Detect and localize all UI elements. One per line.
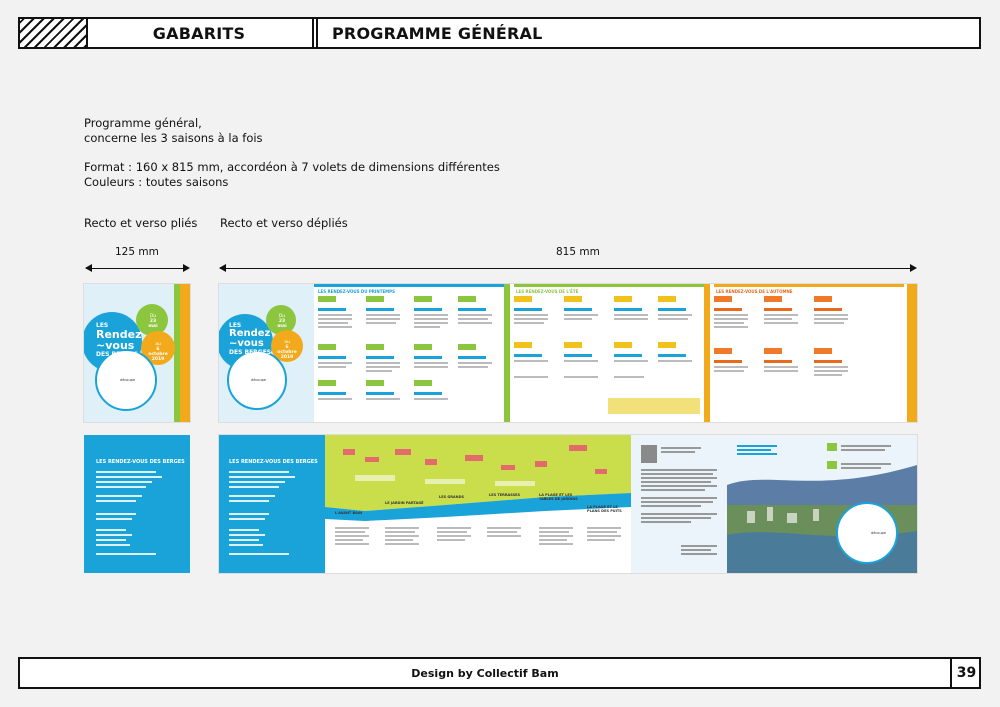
map-label: LA PLAGE ET LES TABLES DE JARDINS [539,493,578,501]
hatch-pattern [20,19,88,47]
folded-verso [84,435,190,573]
spring-heading: LES RENDEZ-VOUS DU PRINTEMPS [318,289,395,294]
header-left-section [86,19,314,47]
cover-date-end: au 6 octobre 2019 [148,342,168,362]
description-line: Format : 160 x 815 mm, accordéon à 7 volets de dimensions différentes [84,160,500,174]
autumn-heading: LES RENDEZ-VOUS DE L'AUTOMNE [716,289,793,294]
spring-section [314,284,504,422]
summer-section [504,284,704,422]
dimension-arrow-folded [86,268,188,269]
folded-recto-cover [84,284,190,422]
map-label: LES TERRASSES [489,493,521,497]
page-number: 39 [950,659,981,687]
map-label: L'AVANT BAIN [335,511,363,515]
header-left-title: GABARITS [152,23,246,43]
cover-date-start: Du 23 mai [148,314,158,329]
autumn-events [714,296,904,418]
dimension-arrow-unfolded [220,268,914,269]
landscape-photo [727,435,917,573]
spring-events [318,296,500,418]
description-line: concerne les 3 saisons à la fois [84,131,263,145]
verso-title: LES RENDEZ-VOUS DES BERGES [229,459,318,465]
cover-title: LES Rendez ~vous DES BERGES [229,322,272,356]
unfolded-recto [219,284,917,422]
arrow-right-icon [183,264,190,272]
arrow-left-icon [219,264,226,272]
verso-text-lines [229,471,309,561]
header-right-section [316,19,543,47]
label-folded: Recto et verso pliés [84,216,198,230]
header-right-title: PROGRAMME GÉNÉRAL [332,23,543,43]
dimension-folded: 125 mm [115,246,159,258]
header-bar [18,17,981,49]
editorial-column [631,435,727,573]
map-label: LES GRANDS [439,495,464,499]
description-line: Couleurs : toutes saisons [84,175,229,189]
cover-title: LES Rendez ~vous DES BERGES [96,322,142,358]
description-line: Programme général, [84,116,202,130]
cover-date-end: au 6 octobre 2019 [277,340,297,360]
verso-text-lines [96,471,176,561]
berges-map [325,435,631,573]
cutout-label: découpe [120,378,136,382]
verso-title: LES RENDEZ-VOUS DES BERGES [96,459,185,465]
dimension-unfolded: 815 mm [556,246,600,258]
cutout-label: découpe [871,531,887,535]
footer-bar [18,657,981,689]
cutout-label: découpe [251,378,267,382]
arrow-right-icon [910,264,917,272]
description-block [84,116,500,190]
map-label: LA PLAGE ET LE PLANS DES PUITS [587,505,622,513]
summer-heading: LES RENDEZ-VOUS DE L'ÉTÉ [516,289,579,294]
cover-date-start: Du 23 mai [277,314,287,329]
label-unfolded: Recto et verso dépliés [220,216,348,230]
summer-events [514,296,700,418]
unfolded-verso [219,435,917,573]
autumn-section [704,284,917,422]
footer-credit: Design by Collectif Bam [411,666,559,680]
map-label: LE JARDIN PARTAGÉ [385,501,424,505]
arrow-left-icon [85,264,92,272]
